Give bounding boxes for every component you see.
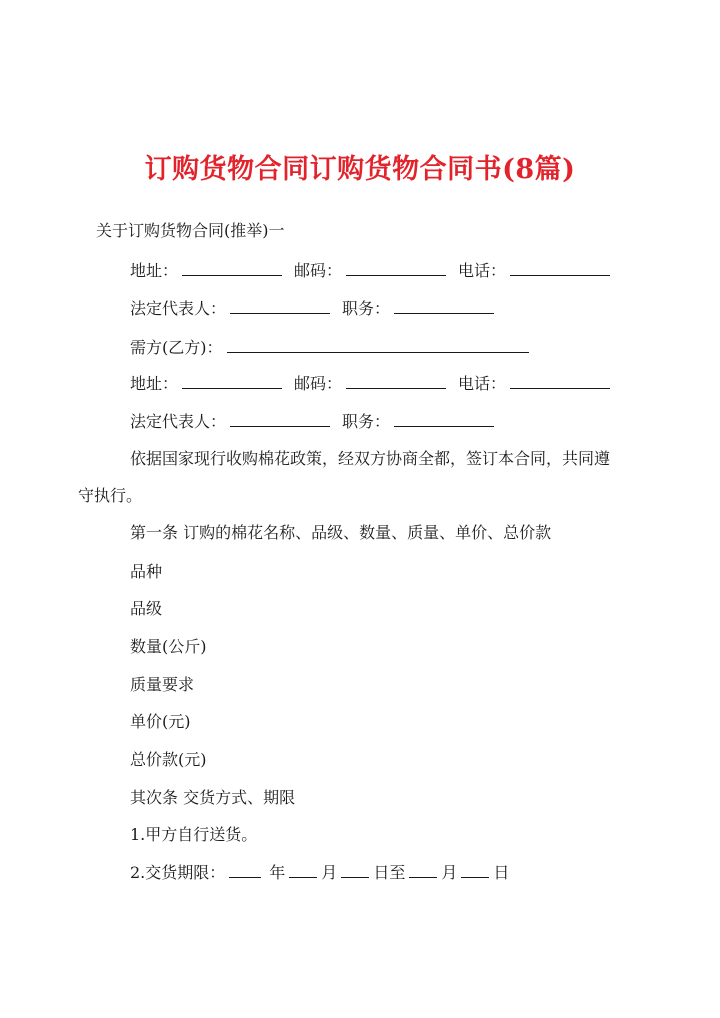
party-a-rep-row	[130, 297, 498, 320]
day-to-label: 日至	[373, 863, 406, 882]
address-label: 地址：	[130, 374, 179, 393]
position-blank	[394, 410, 494, 427]
phone-label: 电话：	[458, 261, 507, 280]
address-label: 地址：	[130, 261, 179, 280]
item-unit-price: 单价(元)	[130, 712, 191, 731]
document-title: 订购货物合同订购货物合同书(8篇)	[144, 154, 576, 185]
item-total: 总价款(元)	[130, 750, 207, 769]
item-grade: 品级	[130, 599, 163, 618]
intro-line: 关于订购货物合同(推举)一	[96, 221, 285, 240]
item-variety: 品种	[130, 562, 163, 581]
delivery-period-label: 2.交货期限：	[130, 863, 226, 882]
legal-rep-blank	[230, 297, 330, 314]
article-1-heading: 第一条 订购的棉花名称、品级、数量、质量、单价、总价款	[130, 523, 552, 542]
postcode-label: 邮码：	[294, 374, 343, 393]
phone-blank	[510, 372, 610, 389]
year-blank	[229, 861, 261, 878]
day-blank-2	[461, 861, 489, 878]
buyer-row	[130, 336, 533, 359]
phone-blank	[510, 259, 610, 276]
legal-rep-blank	[230, 410, 330, 427]
buyer-blank	[227, 336, 529, 353]
paragraph-1a: 依据国家现行收购棉花政策，经双方协商全都，签订本合同，共同遵	[130, 449, 611, 468]
party-b-rep-row	[130, 410, 498, 433]
day-label: 日	[493, 863, 510, 882]
position-label: 职务：	[342, 299, 391, 318]
delivery-item-1: 1.甲方自行送货。	[130, 825, 258, 844]
year-label: 年	[269, 863, 286, 882]
month-label: 月	[321, 863, 338, 882]
legal-rep-label: 法定代表人：	[130, 299, 227, 318]
postcode-blank	[346, 259, 446, 276]
address-blank	[182, 372, 282, 389]
position-blank	[394, 297, 494, 314]
article-2-heading: 其次条 交货方式、期限	[130, 788, 296, 807]
item-quality: 质量要求	[130, 675, 195, 694]
month-blank-2	[409, 861, 437, 878]
postcode-blank	[346, 372, 446, 389]
phone-label: 电话：	[458, 374, 507, 393]
legal-rep-label: 法定代表人：	[130, 412, 227, 431]
position-label: 职务：	[342, 412, 391, 431]
address-blank	[182, 259, 282, 276]
paragraph-1b: 守执行。	[78, 486, 143, 505]
item-quantity: 数量(公斤)	[130, 637, 207, 656]
day-blank	[341, 861, 369, 878]
postcode-label: 邮码：	[294, 261, 343, 280]
month-blank	[289, 861, 317, 878]
delivery-item-2	[130, 861, 509, 884]
buyer-label: 需方(乙方)：	[130, 338, 223, 357]
party-a-contact-row	[130, 259, 614, 282]
party-b-contact-row	[130, 372, 614, 395]
month-label-2: 月	[441, 863, 458, 882]
